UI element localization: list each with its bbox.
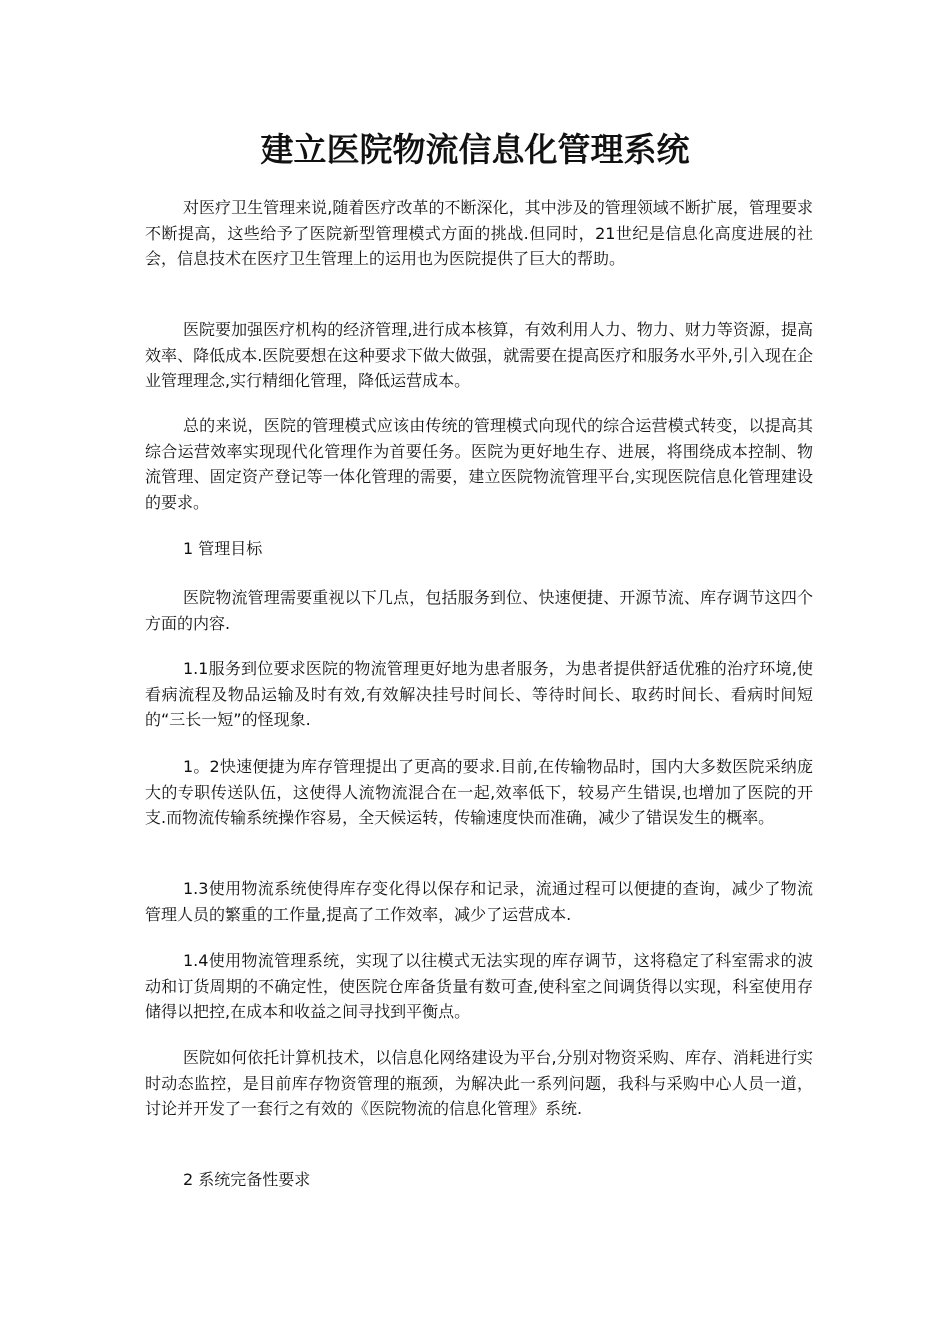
paragraph-1-2: 1。2快速便捷为库存管理提出了更高的要求.目前,在传输物品时，国内大多数医院采纳庞大的专职传送队伍，这使得人流物流混合在一起,效率低下，较易产生错误,也增加了医院的开支.而物流传输系统操作容易，全天候运转，传输速度快而准确，减少了错误发生的概率。 <box>145 757 813 827</box>
paragraph-1-3: 1.3使用物流系统使得库存变化得以保存和记录，流通过程可以便捷的查询，减少了物流管理人员的繁重的工作量,提高了工作效率，减少了运营成本. <box>145 879 813 924</box>
section-heading-system-requirements: 2 系统完备性要求 <box>183 1170 311 1189</box>
paragraph-1-4: 1.4使用物流管理系统，实现了以往模式无法实现的库存调节，这将稳定了科室需求的波动和订货周期的不确定性，使医院仓库备货量有数可查,使科室之间调货得以实现，科室使用存储得以把控,在成本和收益之间寻找到平衡点。 <box>145 951 813 1021</box>
paragraph-economic-management: 医院要加强医疗机构的经济管理,进行成本核算，有效利用人力、物力、财力等资源，提高效率、降低成本.医院要想在这种要求下做大做强，就需要在提高医疗和服务水平外,引入现在企业管理理念,实行精细化管理，降低运营成本。 <box>145 320 813 390</box>
paragraph-summary: 总的来说，医院的管理模式应该由传统的管理模式向现代的综合运营模式转变，以提高其综合运营效率实现现代化管理作为首要任务。医院为更好地生存、进展，将围绕成本控制、物流管理、固定资产登记等一体化管理的需要，建立医院物流管理平台,实现医院信息化管理建设的要求。 <box>145 416 813 512</box>
paragraph-goals-overview: 医院物流管理需要重视以下几点，包括服务到位、快速便捷、开源节流、库存调节这四个方面的内容. <box>145 588 813 633</box>
paragraph-computer-technology: 医院如何依托计算机技术，以信息化网络建设为平台,分别对物资采购、库存、消耗进行实时动态监控，是目前库存物资管理的瓶颈，为解决此一系列问题，我科与采购中心人员一道，讨论并开发了一套行之有效的《医院物流的信息化管理》系统. <box>145 1048 813 1118</box>
paragraph-1-1: 1.1服务到位要求医院的物流管理更好地为患者服务，为患者提供舒适优雅的治疗环境,使看病流程及物品运输及时有效,有效解决挂号时间长、等待时间长、取药时间长、看病时间短的“三长一短”的怪现象. <box>145 659 813 729</box>
paragraph-intro: 对医疗卫生管理来说,随着医疗改革的不断深化，其中涉及的管理领域不断扩展，管理要求不断提高，这些给予了医院新型管理模式方面的挑战.但同时，21世纪是信息化高度进展的社会，信息技术在医疗卫生管理上的运用也为医院提供了巨大的帮助。 <box>145 198 813 268</box>
section-heading-management-goals: 1 管理目标 <box>183 539 263 558</box>
document-title: 建立医院物流信息化管理系统 <box>260 130 690 169</box>
